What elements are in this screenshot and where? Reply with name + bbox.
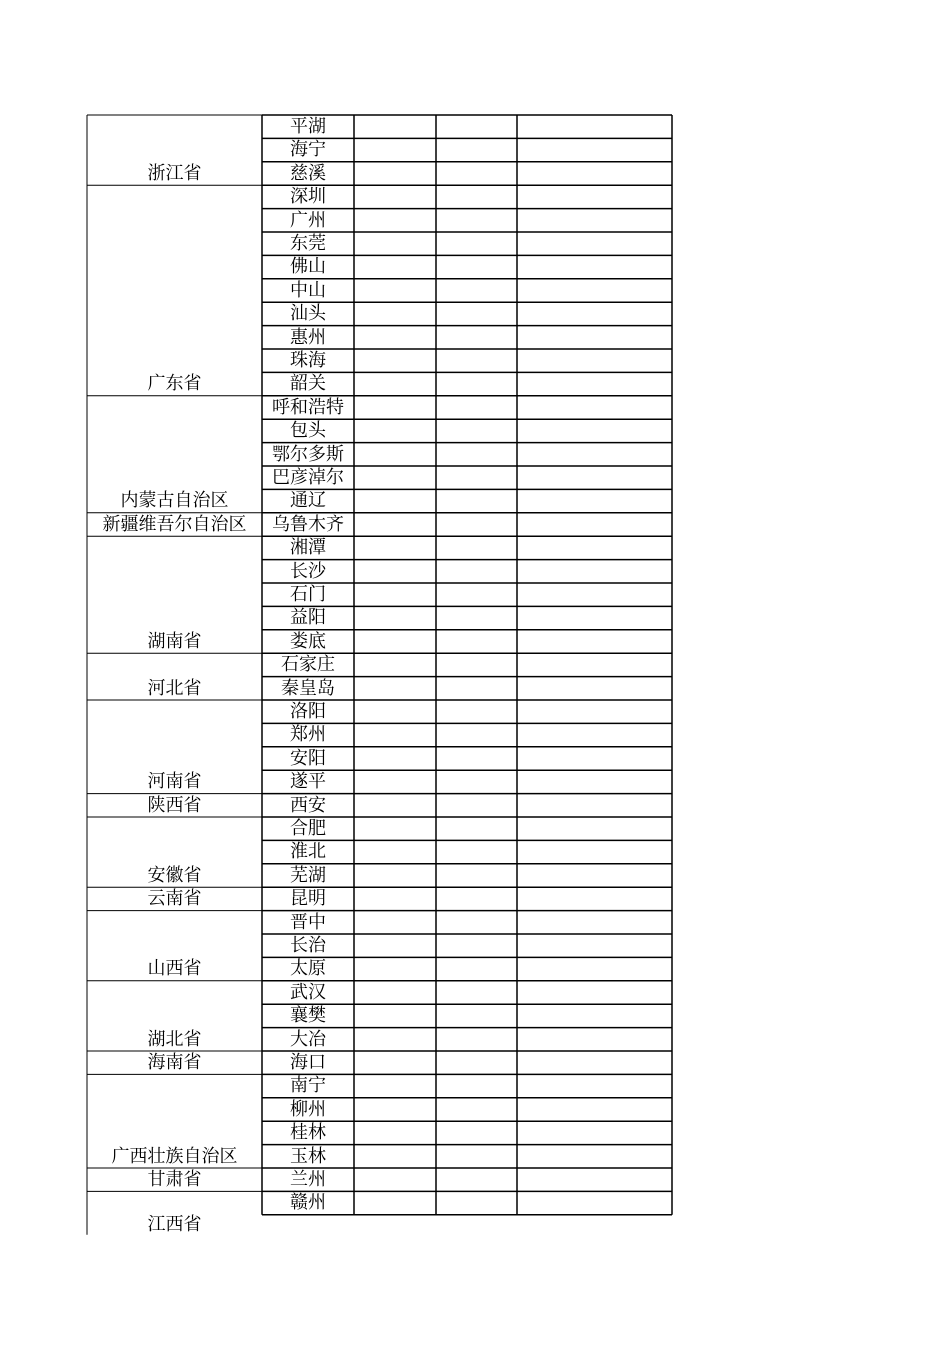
province-name: 广东省 (147, 373, 202, 395)
city-name: 益阳 (290, 607, 326, 629)
city-name: 巴彦淖尔 (272, 467, 344, 488)
province-name: 湖南省 (147, 630, 202, 652)
city-name: 石门 (290, 584, 326, 605)
city-name: 娄底 (290, 630, 326, 652)
city-name: 汕头 (290, 303, 326, 325)
city-name: 赣州 (290, 1192, 326, 1214)
city-name: 长沙 (290, 560, 326, 582)
province-name: 海南省 (147, 1052, 202, 1073)
city-name: 西安 (290, 794, 326, 816)
city-name: 深圳 (290, 186, 326, 208)
city-name: 湘潭 (290, 537, 326, 559)
city-name: 佛山 (290, 256, 326, 278)
city-name: 玉林 (290, 1145, 326, 1167)
province-name: 新疆维吾尔自治区 (102, 513, 247, 535)
city-name: 呼和浩特 (272, 396, 344, 418)
city-name: 中山 (290, 279, 326, 301)
city-name: 襄樊 (290, 1005, 326, 1027)
province-name: 内蒙古自治区 (120, 490, 229, 512)
city-name: 鄂尔多斯 (272, 443, 344, 465)
city-name: 芜湖 (290, 864, 326, 886)
city-name: 平湖 (290, 116, 326, 137)
province-name: 浙江省 (147, 162, 202, 184)
city-name: 大冶 (290, 1028, 326, 1050)
city-name: 广州 (290, 209, 326, 231)
city-name: 郑州 (290, 724, 326, 746)
province-name: 河北省 (147, 677, 202, 699)
city-name: 安阳 (290, 747, 326, 769)
city-name: 韶关 (290, 373, 326, 395)
province-name: 广西壮族自治区 (111, 1145, 238, 1167)
province-name: 山西省 (147, 958, 202, 980)
province-name: 河南省 (147, 771, 202, 793)
city-name: 珠海 (290, 350, 326, 371)
city-name: 昆明 (290, 888, 326, 910)
province-name: 云南省 (147, 888, 202, 910)
city-name: 乌鲁木齐 (272, 513, 344, 535)
city-name: 慈溪 (290, 162, 326, 184)
city-name: 柳州 (290, 1098, 326, 1120)
province-name: 安徽省 (147, 864, 202, 886)
province-name: 甘肃省 (147, 1169, 202, 1190)
city-name: 东莞 (290, 233, 326, 254)
city-name: 武汉 (290, 981, 326, 1003)
province-name: 江西省 (147, 1213, 202, 1235)
city-name: 长治 (290, 935, 326, 956)
city-name: 通辽 (290, 490, 326, 512)
city-name: 淮北 (290, 841, 326, 863)
city-name: 太原 (290, 958, 326, 980)
city-name: 合肥 (290, 818, 326, 839)
city-name: 兰州 (290, 1169, 326, 1190)
city-name: 包头 (290, 420, 326, 442)
city-name: 遂平 (290, 771, 326, 793)
city-name: 海宁 (290, 139, 326, 161)
city-name: 南宁 (290, 1075, 326, 1097)
city-name: 桂林 (290, 1122, 326, 1144)
city-name: 洛阳 (290, 701, 326, 722)
city-name: 晋中 (290, 911, 326, 933)
province-name: 湖北省 (147, 1028, 202, 1050)
city-name: 石家庄 (281, 654, 335, 676)
city-name: 惠州 (290, 326, 326, 348)
city-name: 秦皇岛 (281, 677, 335, 699)
city-name: 海口 (290, 1052, 326, 1073)
province-name: 陕西省 (147, 794, 202, 816)
